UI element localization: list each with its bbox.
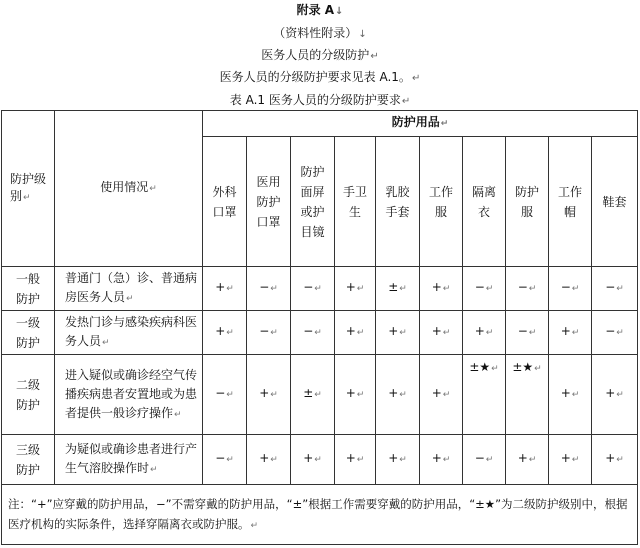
- cell-value: −↵: [203, 355, 247, 435]
- cell-value: +↵: [335, 355, 376, 435]
- col-header-item: 防护服: [506, 137, 549, 267]
- row-level: 二级防护: [2, 355, 55, 435]
- paragraph-mark-icon: ↵: [442, 328, 451, 338]
- paragraph-mark-icon: ↵: [442, 390, 451, 400]
- paragraph-mark-icon: ↵: [370, 51, 379, 62]
- table-row: [2, 267, 638, 311]
- row-usage: 为疑似或确诊患者进行产生气溶胶操作时↵: [55, 435, 203, 485]
- paragraph-mark-icon: ↵: [226, 455, 234, 465]
- paragraph-mark-icon: ↵: [571, 328, 580, 338]
- cell-value: +↵: [463, 311, 506, 355]
- cell-value: +↵: [592, 435, 638, 485]
- paragraph-mark-icon: ↵: [270, 455, 278, 465]
- cell-value: −↵: [463, 267, 506, 311]
- section-title-text: 医务人员的分级防护: [261, 48, 370, 62]
- cell-value: ±↵: [376, 267, 420, 311]
- col-header-item: 隔离衣: [463, 137, 506, 267]
- cell-value: −↵: [247, 311, 291, 355]
- paragraph-mark-icon: ↵: [314, 390, 322, 400]
- paragraph-mark-icon: ↵: [485, 455, 494, 465]
- cell-value: +↵: [420, 267, 463, 311]
- col-header-item: 防护面屏或护目镜: [291, 137, 335, 267]
- paragraph-mark-icon: ↵: [491, 364, 499, 374]
- paragraph-mark-icon: ↵: [485, 284, 494, 294]
- cell-value: +↵: [376, 435, 420, 485]
- paragraph-mark-icon: ↵: [411, 73, 421, 84]
- cell-value: +↵: [592, 355, 638, 435]
- paragraph-mark-icon: ↵: [528, 455, 537, 465]
- paragraph-mark-icon: ↵: [616, 390, 624, 400]
- paragraph-mark-icon: ↵: [23, 192, 31, 203]
- table-row: [2, 311, 638, 355]
- cell-value: +↵: [291, 435, 335, 485]
- intro-paragraph: [0, 70, 640, 86]
- protection-table: [1, 110, 638, 545]
- paragraph-mark-icon: ↓: [335, 6, 344, 17]
- paragraph-mark-icon: ↵: [442, 284, 451, 294]
- appendix-text: 附录 A: [296, 3, 335, 17]
- col-header-item: 医用防护口罩: [247, 137, 291, 267]
- cell-value: +↵: [549, 355, 592, 435]
- cell-value: −↵: [549, 267, 592, 311]
- appendix-nature-text: （资料性附录）: [273, 26, 358, 40]
- paragraph-mark-icon: ↵: [442, 455, 451, 465]
- cell-value: +↵: [506, 435, 549, 485]
- paragraph-mark-icon: ↵: [401, 96, 411, 107]
- cell-value: −↵: [203, 435, 247, 485]
- cell-value: +↵: [420, 311, 463, 355]
- col-header-item: 手卫生: [335, 137, 376, 267]
- table-caption: [0, 93, 640, 109]
- row-usage: 进入疑似或确诊经空气传播疾病患者安置地或为患者提供一般诊疗操作↵: [55, 355, 203, 435]
- table-note: 注：“+”应穿戴的防护用品，−”不需穿戴的防护用品，“±”根据工作需要穿戴的防护用品，“±★”为二级防护级别中，根据医疗机构的实际条件，选择穿隔离衣或防护服。↵: [2, 485, 638, 545]
- row-usage: 发热门诊与感染疾病科医务人员↵: [55, 311, 203, 355]
- paragraph-mark-icon: ↵: [534, 364, 542, 374]
- paragraph-mark-icon: ↵: [150, 465, 158, 475]
- paragraph-mark-icon: ↵: [399, 390, 407, 400]
- row-usage: 普通门（急）诊、普通病房医务人员↵: [55, 267, 203, 311]
- paragraph-mark-icon: ↵: [356, 390, 365, 400]
- cell-value: +↵: [335, 311, 376, 355]
- paragraph-mark-icon: ↵: [250, 520, 259, 531]
- paragraph-mark-icon: ↵: [270, 390, 278, 400]
- row-level: 一级防护: [2, 311, 55, 355]
- cell-value: +↵: [247, 435, 291, 485]
- paragraph-mark-icon: ↵: [616, 455, 624, 465]
- paragraph-mark-icon: ↵: [616, 328, 624, 338]
- cell-value: ±↵: [291, 355, 335, 435]
- paragraph-mark-icon: ↵: [571, 455, 580, 465]
- cell-value: +↵: [203, 267, 247, 311]
- appendix-heading: [0, 3, 640, 19]
- cell-value: +↵: [420, 435, 463, 485]
- table-caption-text: 表 A.1 医务人员的分级防护要求: [229, 93, 401, 107]
- paragraph-mark-icon: ↵: [399, 284, 407, 294]
- paragraph-mark-icon: ↵: [399, 455, 407, 465]
- paragraph-mark-icon: ↵: [485, 328, 494, 338]
- cell-value: +↵: [549, 435, 592, 485]
- cell-value: −↵: [506, 311, 549, 355]
- paragraph-mark-icon: ↵: [126, 294, 134, 304]
- cell-value: ±★↵: [463, 355, 506, 435]
- paragraph-mark-icon: ↵: [314, 284, 322, 294]
- paragraph-mark-icon: ↵: [314, 455, 322, 465]
- col-header-level: 防护级别↵: [2, 111, 55, 267]
- intro-text: 医务人员的分级防护要求见表 A.1。: [219, 70, 411, 84]
- cell-value: +↵: [549, 311, 592, 355]
- header-row-group: [2, 111, 638, 137]
- paragraph-mark-icon: ↵: [528, 284, 537, 294]
- paragraph-mark-icon: ↵: [399, 328, 407, 338]
- col-header-item: 乳胶手套: [376, 137, 420, 267]
- paragraph-mark-icon: ↵: [314, 328, 322, 338]
- paragraph-mark-icon: ↵: [102, 338, 110, 348]
- cell-value: −↵: [592, 267, 638, 311]
- paragraph-mark-icon: ↵: [270, 328, 278, 338]
- paragraph-mark-icon: ↓: [358, 29, 367, 40]
- row-level: 一般防护: [2, 267, 55, 311]
- cell-value: +↵: [376, 355, 420, 435]
- paragraph-mark-icon: ↵: [226, 328, 234, 338]
- cell-value: −↵: [592, 311, 638, 355]
- cell-value: +↵: [203, 311, 247, 355]
- paragraph-mark-icon: ↵: [149, 184, 157, 194]
- paragraph-mark-icon: ↵: [226, 390, 234, 400]
- cell-value: −↵: [247, 267, 291, 311]
- paragraph-mark-icon: ↵: [174, 409, 182, 420]
- col-header-item: 工作服: [420, 137, 463, 267]
- col-header-item: 外科口罩: [203, 137, 247, 267]
- col-header-item: 工作帽: [549, 137, 592, 267]
- cell-value: +↵: [335, 435, 376, 485]
- cell-value: ±★↵: [506, 355, 549, 435]
- paragraph-mark-icon: ↵: [571, 390, 580, 400]
- paragraph-mark-icon: ↵: [440, 119, 449, 129]
- col-group-equipment: 防护用品↵: [203, 111, 638, 137]
- cell-value: +↵: [420, 355, 463, 435]
- col-header-item: 鞋套: [592, 137, 638, 267]
- paragraph-mark-icon: ↵: [356, 328, 365, 338]
- table-row: [2, 435, 638, 485]
- paragraph-mark-icon: ↵: [226, 284, 234, 294]
- cell-value: +↵: [247, 355, 291, 435]
- col-header-usage: 使用情况↵: [55, 111, 203, 267]
- paragraph-mark-icon: ↵: [270, 284, 278, 294]
- paragraph-mark-icon: ↵: [356, 455, 365, 465]
- cell-value: −↵: [291, 267, 335, 311]
- note-row: [2, 485, 638, 545]
- section-title: [0, 48, 640, 64]
- appendix-nature: [0, 26, 640, 42]
- cell-value: −↵: [506, 267, 549, 311]
- paragraph-mark-icon: ↵: [528, 328, 537, 338]
- paragraph-mark-icon: ↵: [571, 284, 580, 294]
- paragraph-mark-icon: ↵: [356, 284, 365, 294]
- cell-value: +↵: [335, 267, 376, 311]
- cell-value: −↵: [463, 435, 506, 485]
- table-row: [2, 355, 638, 435]
- paragraph-mark-icon: ↵: [616, 284, 624, 294]
- cell-value: −↵: [291, 311, 335, 355]
- cell-value: +↵: [376, 311, 420, 355]
- row-level: 三级防护: [2, 435, 55, 485]
